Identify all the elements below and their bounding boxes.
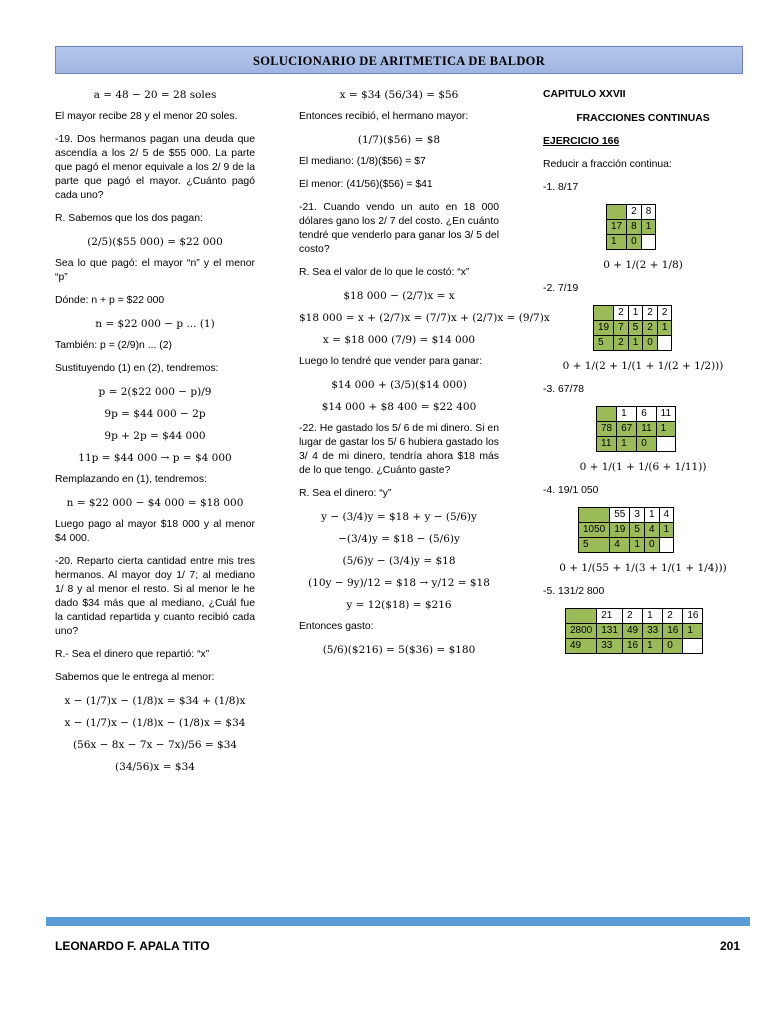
table-cell: 1 <box>607 235 627 250</box>
table-cell: 0 <box>627 235 642 250</box>
equation: n = $22 000 − p ... (1) <box>95 318 215 330</box>
paragraph: -20. Reparto cierta cantidad entre mis tres hermanos. Al mayor doy 1/ 7; al mediano 1/ 8 y al menor el resto. Si al menor le he dado $34 más que al mediano, ¿Cuál fue la cantidad repartida y cuanto recibió cada uno? <box>55 556 255 637</box>
table-cell <box>641 235 656 250</box>
column-middle <box>299 88 550 665</box>
division-table <box>593 305 672 351</box>
table-cell: 5 <box>579 538 610 553</box>
equation: 11p = $44 000 → p = $4 000 <box>78 452 232 464</box>
chapter-heading: CAPITULO XXVII <box>543 89 626 100</box>
table-cell: 131 <box>597 624 623 639</box>
table-cell: 5 <box>628 321 643 336</box>
table-cell: 1 <box>683 624 703 639</box>
problem-label: -2. 7/19 <box>543 283 579 294</box>
table-cell: 11 <box>637 422 656 437</box>
table-cell: 11 <box>597 437 617 452</box>
paragraph: Sustituyendo (1) en (2), tendremos: <box>55 363 219 374</box>
paragraph: También: p = (2/9)n ... (2) <box>55 340 172 351</box>
table-cell: 1 <box>644 508 659 523</box>
division-table <box>578 507 674 553</box>
equation: p = 2($22 000 − p)/9 <box>98 386 212 398</box>
equation: (1/7)($56) = $8 <box>357 134 441 146</box>
paragraph: El mayor recibe 28 y el menor 20 soles. <box>55 111 238 122</box>
problem-label: -3. 67/78 <box>543 384 585 395</box>
table-cell: 55 <box>610 508 630 523</box>
paragraph: R. Sabemos que los dos pagan: <box>55 213 203 224</box>
problem-label: -5. 131/2 800 <box>543 586 605 597</box>
section-heading: FRACCIONES CONTINUAS <box>576 113 710 124</box>
table-cell: 21 <box>597 609 623 624</box>
division-table <box>606 204 656 250</box>
table-cell <box>566 609 597 624</box>
table-cell: 4 <box>659 508 674 523</box>
continued-fraction: 0 + 1/(1 + 1/(6 + 1/11)) <box>579 461 707 473</box>
paragraph: El mediano: (1/8)($56) = $7 <box>299 156 426 167</box>
equation: −(3/4)y = $18 − (5/6)y <box>338 533 460 545</box>
table-cell: 2 <box>627 205 642 220</box>
table-cell: 16 <box>663 624 683 639</box>
paragraph: R. Sea el dinero: “y” <box>299 488 392 499</box>
problems-list <box>543 181 743 654</box>
table-cell: 78 <box>597 422 617 437</box>
table-cell <box>683 639 703 654</box>
equation: (56x − 8x − 7x − 7x)/56 = $34 <box>72 739 238 751</box>
table-cell: 7 <box>614 321 629 336</box>
page-number: 201 <box>719 939 740 953</box>
equation: $18 000 = x + (2/7)x = (7/7)x + (2/7)x = (9/7)x <box>299 312 550 324</box>
table-cell: 2 <box>622 609 642 624</box>
paragraph: Entonces gasto: <box>299 621 374 632</box>
footer-author: LEONARDO F. APALA TITO <box>55 939 210 953</box>
equation: $14 000 + (3/5)($14 000) <box>331 379 467 391</box>
equation: y = 12($18) = $216 <box>346 599 452 611</box>
table-cell: 0 <box>643 336 658 351</box>
table-cell: 1 <box>641 220 656 235</box>
page-title: SOLUCIONARIO DE ARITMETICA DE BALDOR <box>252 54 546 68</box>
paragraph: -19. Dos hermanos pagan una deuda que ascendía a los 2/ 5 de $55 000. La parte que pagó el menor equivale a los 2/ 9 de la parte que pagó el mayor. ¿Cuánto pagó cada uno? <box>55 134 255 201</box>
column-left <box>55 88 255 782</box>
table-cell: 5 <box>630 523 645 538</box>
table-cell: 16 <box>622 639 642 654</box>
paragraph: -21. Cuando vendo un auto en 18 000 dólares gano los 2/ 7 del costo. ¿En cuánto tendré que venderlo para ganar los 3/ 5 del costo? <box>299 202 499 255</box>
paragraph: Dónde: n + p = $22 000 <box>55 295 165 306</box>
table-cell: 2 <box>663 609 683 624</box>
table-cell: 1 <box>617 437 637 452</box>
table-cell: 11 <box>656 407 675 422</box>
table-cell: 8 <box>627 220 642 235</box>
continued-fraction: 0 + 1/(2 + 1/(1 + 1/(2 + 1/2))) <box>562 360 724 372</box>
equation: n = $22 000 − $4 000 = $18 000 <box>66 497 244 509</box>
equation: (34/56)x = $34 <box>115 761 195 773</box>
continued-fraction: 0 + 1/(2 + 1/8) <box>603 259 683 271</box>
paragraph: R.- Sea el dinero que repartió: “x” <box>55 649 210 660</box>
table-cell: 2 <box>614 336 629 351</box>
equation: (5/6)y − (3/4)y = $18 <box>342 555 456 567</box>
equation: x − (1/7)x − (1/8)x − (1/8)x = $34 <box>64 717 246 729</box>
table-cell: 1 <box>659 523 674 538</box>
equation: y − (3/4)y = $18 + y − (5/6)y <box>321 511 477 523</box>
equation: (2/5)($55 000) = $22 000 <box>87 236 223 248</box>
equation: (10y − 9y)/12 = $18 → y/12 = $18 <box>308 577 490 589</box>
table-cell: 3 <box>630 508 645 523</box>
table-cell: 5 <box>594 336 614 351</box>
column-right <box>543 88 743 662</box>
table-cell: 4 <box>644 523 659 538</box>
table-cell: 1 <box>643 609 663 624</box>
table-cell: 1 <box>657 321 672 336</box>
problem-label: -4. 19/1 050 <box>543 485 599 496</box>
table-cell <box>579 508 610 523</box>
table-cell: 33 <box>597 639 623 654</box>
table-cell: 17 <box>607 220 627 235</box>
paragraph: R. Sea el valor de lo que le costó: “x” <box>299 267 470 278</box>
equation: x = $34 (56/34) = $56 <box>339 89 459 101</box>
table-cell: 1 <box>628 306 643 321</box>
table-cell: 19 <box>610 523 630 538</box>
exercise-heading: EJERCICIO 166 <box>543 136 620 147</box>
equation: a = 48 − 20 = 28 soles <box>93 89 217 101</box>
table-cell: 2 <box>614 306 629 321</box>
paragraph: Remplazando en (1), tendremos: <box>55 474 207 485</box>
equation: $14 000 + $8 400 = $22 400 <box>321 401 477 413</box>
paragraph: Sea lo que pagó: el mayor “n” y el menor “p” <box>55 258 255 283</box>
table-cell: 2 <box>643 321 658 336</box>
table-cell: 1 <box>628 336 643 351</box>
problem-label: -1. 8/17 <box>543 182 579 193</box>
instruction-text: Reducir a fracción continua: <box>543 159 672 170</box>
equation: 9p = $44 000 − 2p <box>104 408 206 420</box>
paragraph: Luego lo tendré que vender para ganar: <box>299 356 483 367</box>
paragraph: Entonces recibió, el hermano mayor: <box>299 111 469 122</box>
footer-bar <box>46 917 750 926</box>
table-cell: 49 <box>622 624 642 639</box>
table-cell: 4 <box>610 538 630 553</box>
table-cell: 67 <box>617 422 637 437</box>
division-table <box>565 608 703 654</box>
table-cell <box>656 437 675 452</box>
table-cell: 16 <box>683 609 703 624</box>
continued-fraction: 0 + 1/(55 + 1/(3 + 1/(1 + 1/4))) <box>559 562 727 574</box>
table-cell <box>607 205 627 220</box>
table-cell: 2800 <box>566 624 597 639</box>
division-table <box>596 406 676 452</box>
equation: x = $18 000 (7/9) = $14 000 <box>322 334 476 346</box>
table-cell: 49 <box>566 639 597 654</box>
equation: $18 000 − (2/7)x = x <box>343 290 455 302</box>
table-cell: 0 <box>663 639 683 654</box>
table-cell: 1 <box>656 422 675 437</box>
table-cell <box>594 306 614 321</box>
table-cell: 19 <box>594 321 614 336</box>
table-cell: 0 <box>644 538 659 553</box>
paragraph: Luego pago al mayor $18 000 y al menor $4 000. <box>55 519 255 544</box>
paragraph: Sabemos que le entrega al menor: <box>55 672 215 683</box>
table-cell: 0 <box>637 437 656 452</box>
equation: 9p + 2p = $44 000 <box>104 430 206 442</box>
paragraph: El menor: (41/56)($56) = $41 <box>299 179 433 190</box>
table-cell <box>597 407 617 422</box>
table-cell: 1050 <box>579 523 610 538</box>
equation: x − (1/7)x − (1/8)x = $34 + (1/8)x <box>64 695 246 707</box>
table-cell: 6 <box>637 407 656 422</box>
table-cell: 1 <box>617 407 637 422</box>
table-cell: 1 <box>630 538 645 553</box>
table-cell: 2 <box>657 306 672 321</box>
table-cell: 2 <box>643 306 658 321</box>
paragraph: -22. He gastado los 5/ 6 de mi dinero. Si en lugar de gastar los 5/ 6 hubiera gastado los 3/ 4 de mi dinero, tendría ahora $18 más de lo que tengo. ¿Cuánto gaste? <box>299 423 499 476</box>
table-cell <box>659 538 674 553</box>
header-bar <box>55 46 743 74</box>
equation: (5/6)($216) = 5($36) = $180 <box>322 644 476 656</box>
table-cell: 1 <box>643 639 663 654</box>
table-cell: 8 <box>641 205 656 220</box>
table-cell <box>657 336 672 351</box>
table-cell: 33 <box>643 624 663 639</box>
